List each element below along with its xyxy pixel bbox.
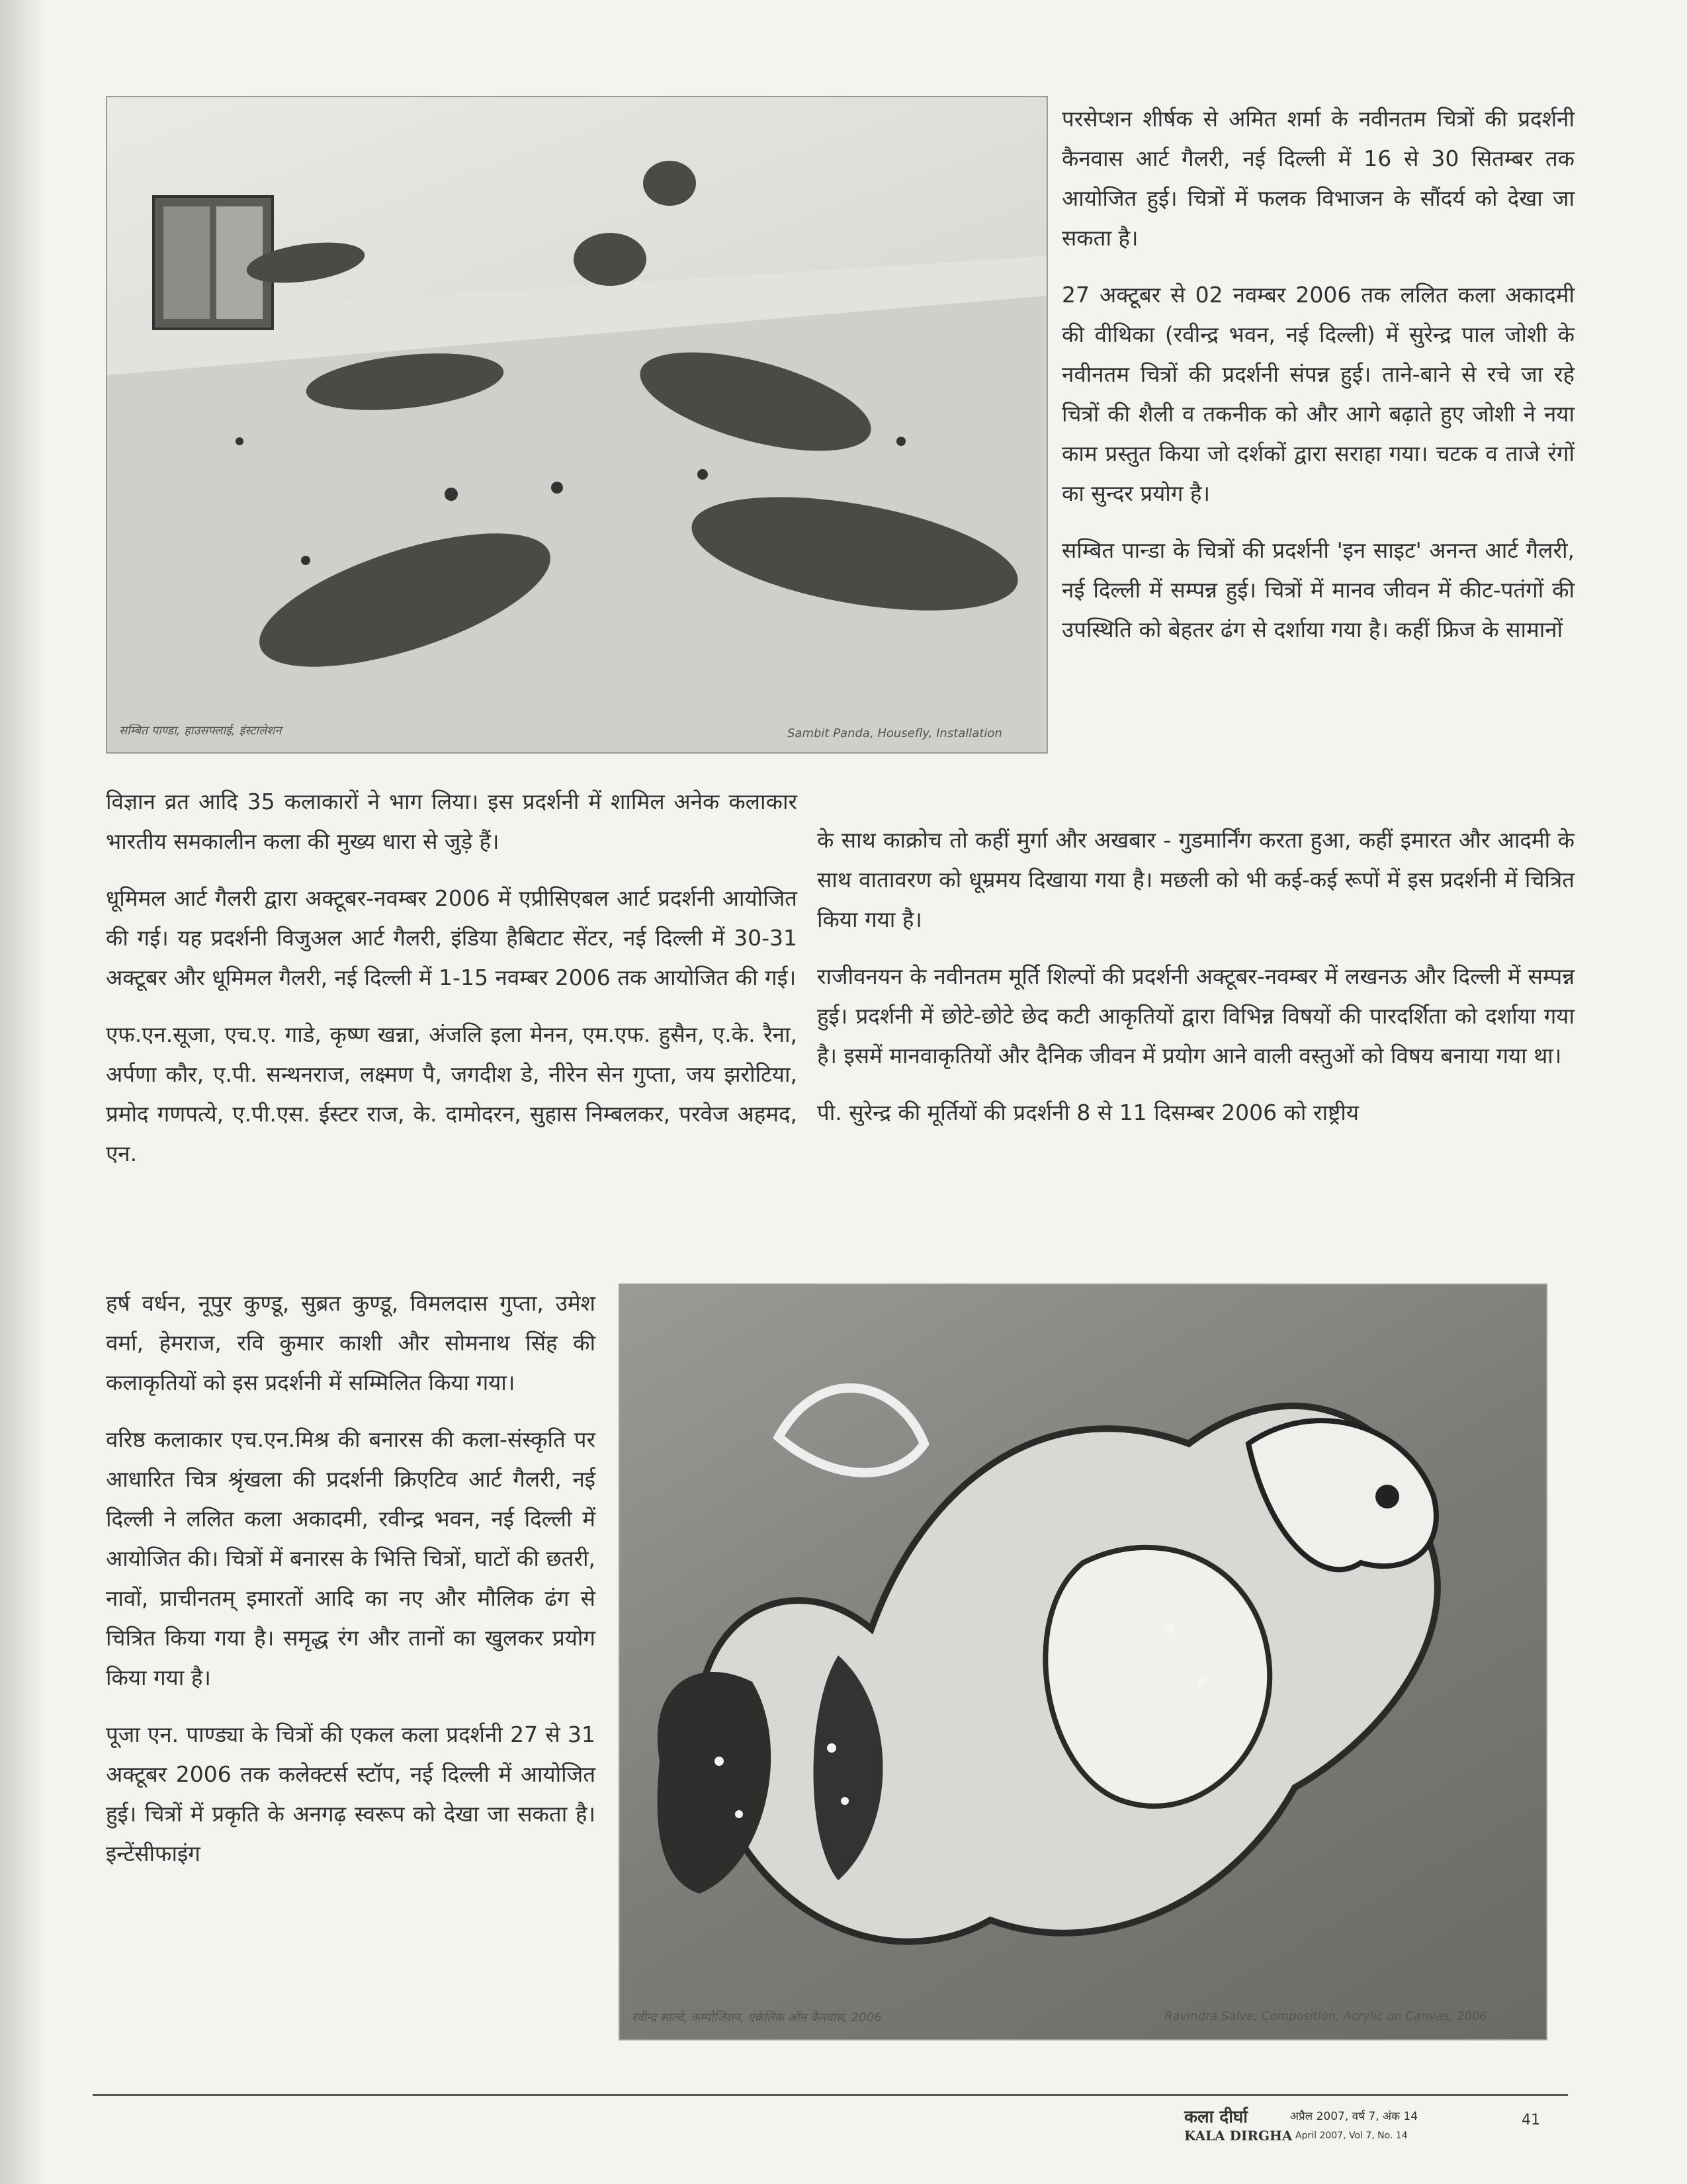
paragraph-sambit-panda: सम्बित पान्डा के चित्रों की प्रदर्शनी 'इन साइट' अनन्त आर्ट गैलरी, नई दिल्ली में सम्पन्न हुई। चित्रों में मानव जीवन में कीट-पतंगों की उपस्थिति को बेहतर ढंग से दर्शाया गया है। कहीं फ्रिज के सामानों [1062,537,1575,642]
footer-issue-english: April 2007, Vol 7, No. 14 [1295,2130,1408,2141]
composition-painting [619,1284,1547,2040]
footer-magazine-english: KALA DIRGHA [1184,2128,1293,2144]
housefly-caption-english: Sambit Panda, Housefly, Installation [787,726,1002,740]
paragraph-rajeevnayan: राजीवनयन के नवीनतम मूर्ति शिल्पों की प्रदर्शनी अक्टूबर-नवम्बर में लखनऊ और दिल्ली में सम्पन्न हुई। प्रदर्शनी में छोटे-छोटे छेद कटी आकृतियों द्वारा विभिन्न विषयों की पारदर्शिता को दर्शाया गया है। इसमें मानवाकृतियों और दैनिक जीवन में प्रयोग आने वाली वस्तुओं को विषय बनाया गया था। [817,963,1575,1069]
paragraph-dhoomimal-gallery: धूमिमल आर्ट गैलरी द्वारा अक्टूबर-नवम्बर 2006 में एप्रीसिएबल आर्ट प्रदर्शनी आयोजित की गई। यह प्रदर्शनी विजुअल आर्ट गैलरी, इंडिया हैबिटाट सेंटर, नई दिल्ली में 30-31 अक्टूबर और धूमिमल गैलरी, नई दिल्ली में 1-15 नवम्बर 2006 तक आयोजित की गई। [106,885,797,990]
paragraph-hn-mishra: वरिष्ठ कलाकार एच.एन.मिश्र की बनारस की कला-संस्कृति पर आधारित चित्र श्रृंखला की प्रदर्शनी क्रिएटिव आर्ट गैलरी, नई दिल्ली ने ललित कला अकादमी, रवीन्द्र भवन, नई दिल्ली में आयोजित की। चित्रों में बनारस के भित्ति चित्रों, घाटों की छतरी, नावों, प्राचीनतम् इमारतों आदि का नए और मौलिक ढंग से चित्रित किया गया है। समृद्ध रंग और तानों का खुलकर प्रयोग किया गया है। [106,1426,595,1690]
right-column-mid [817,820,1575,1150]
footer-magazine-hindi: कला दीर्घा [1184,2107,1248,2127]
paragraph-pooja-pandya: पूजा एन. पाण्ड्या के चित्रों की एकल कला प्रदर्शनी 27 से 31 अक्टूबर 2006 तक कलेक्टर्स स्टॉप, नई दिल्ली में आयोजित हुई। चित्रों में प्रकृति के अनगढ़ स्वरूप को देखा जा सकता है। इन्टेंसीफाइंग [106,1722,595,1866]
composition-illustration [620,1285,1546,2039]
paragraph-p-surendra: पी. सुरेन्द्र की मूर्तियों की प्रदर्शनी 8 से 11 दिसम्बर 2006 को राष्ट्रीय [817,1100,1359,1125]
left-column-bottom [106,1284,595,1891]
paragraph-artist-list: एफ.एन.सूजा, एच.ए. गाडे, कृष्ण खन्ना, अंजलि इला मेनन, एम.एफ. हुसैन, ए.के. रैना, अर्पणा कौर, ए.पी. सन्थनराज, लक्ष्मण पै, जगदीश डे, नीरेन सेन गुप्ता, जय झरोटिया, प्रमोद गणपत्ये, ए.पी.एस. ईस्टर राज, के. दामोदरन, सुहास निम्बलकर, परवेज अहमद, एन. [106,1022,797,1166]
housefly-caption-hindi: सम्बित पाण्डा, हाउसफ्लाई, इंस्टालेशन [119,724,282,738]
housefly-installation-photo [106,96,1048,754]
page-gutter-shadow [0,0,46,2184]
left-column-mid [106,782,797,1191]
footer-page-number: 41 [1522,2112,1540,2128]
footer-issue-hindi: अप्रैल 2007, वर्ष 7, अंक 14 [1290,2110,1418,2123]
paragraph-vigyan-vrat: विज्ञान व्रत आदि 35 कलाकारों ने भाग लिया। इस प्रदर्शनी में शामिल अनेक कलाकार भारतीय समकालीन कला की मुख्य धारा से जुड़े हैं। [106,789,797,854]
housefly-illustration [107,97,1047,752]
paragraph-cockroach-description: के साथ काक्रोच तो कहीं मुर्गा और अखबार - गुडमार्निंग करता हुआ, कहीं इमारत और आदमी के साथ वातावरण को धूम्रमय दिखाया गया है। मछली को भी कई-कई रूपों में इस प्रदर्शनी में चित्रित किया गया है। [817,827,1575,932]
paragraph-amit-sharma: परसेप्शन शीर्षक से अमित शर्मा के नवीनतम चित्रों की प्रदर्शनी कैनवास आर्ट गैलरी, नई दिल्ली में 16 से 30 सितम्बर तक आयोजित हुई। चित्रों में फलक विभाजन के सौंदर्य को देखा जा सकता है। [1062,106,1575,251]
paragraph-harsh-vardhan: हर्ष वर्धन, नूपुर कुण्डू, सुब्रत कुण्डू, विमलदास गुप्ता, उमेश वर्मा, हेमराज, रवि कुमार काशी और सोमनाथ सिंह की कलाकृतियों को इस प्रदर्शनी में सम्मिलित किया गया। [106,1290,595,1395]
composition-caption-hindi: रवीन्द्र साल्वे, कम्पोजिशन, एक्रेलिक ऑन कैनवास, 2006 [632,2011,882,2025]
paragraph-surendra-pal-joshi: 27 अक्टूबर से 02 नवम्बर 2006 तक ललित कला अकादमी की वीथिका (रवीन्द्र भवन, नई दिल्ली) में सुरेन्द्र पाल जोशी के नवीनतम चित्रों की प्रदर्शनी संपन्न हुई। ताने-बाने से रचे जा रहे चित्रों की शैली व तकनीक को और आगे बढ़ाते हुए जोशी ने नया काम प्रस्तुत किया जो दर्शकों द्वारा सराहा गया। चटक व ताजे रंगों का सुन्दर प्रयोग है। [1062,282,1575,506]
footer-rule [93,2094,1568,2096]
composition-caption-english: Ravindra Salve, Composition, Acrylic on Canvas, 2006 [1164,2009,1488,2023]
right-column-top [1062,99,1575,667]
